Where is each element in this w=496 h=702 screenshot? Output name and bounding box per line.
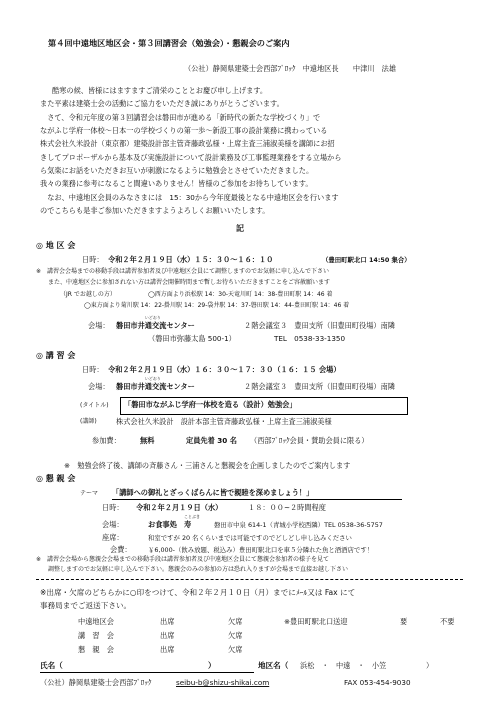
capacity: 定員先着 30 名 (186, 436, 237, 445)
koshukai-datetime-label: 日時： (82, 365, 104, 374)
train-east: ◯東方面より菊川駅 14：22-掛川駅 14：29-袋井駅 14：37-磐田駅 14：44-豊田町駅 14：46 着 (84, 302, 350, 309)
pickup-need-option[interactable]: 要 (400, 617, 408, 626)
fee-label: 参加費： (92, 436, 121, 445)
fee: 無料 (140, 436, 155, 445)
koshukai-venue-label: 会場： (88, 382, 110, 391)
absent-option[interactable]: 欠席 (228, 645, 243, 654)
body-line: 酷寒の候、皆様にはますますご清栄のこととお慶び申し上げます。 (52, 86, 268, 95)
konshinkai-venue: お食事処 ことぶき 寿 (148, 514, 200, 529)
chikukai-venue-room: ２階会議室３ 豊田支所（旧豊田町役場）南隣 (244, 321, 395, 330)
konshinkai-note: 調整しますのでお気軽に申し込んで下さい。懇親会のみの参加の方は恐れ入りますが会場まで直接お越し下さい (36, 566, 349, 573)
reply-row-label: 講 習 会 (78, 631, 114, 640)
konshinkai-heading: ◎ 懇 親 会 (36, 474, 76, 483)
lecture-title: 「磐田市ながふじ学府一体校を造る（設計）勉強会」 (124, 400, 297, 409)
body-line: ら気楽にお話をいただきお互いが刺激になるように勉強会とさせていただきました。 (40, 166, 314, 175)
district-options[interactable]: 浜松 ・ 中遠 ・ 小笠 (300, 661, 387, 670)
body-line: のでこちらも是非ご参加いただきますようよろしくお願いいたします。 (40, 206, 270, 215)
konshinkai-venue-label: 会場： (102, 520, 124, 529)
chikukai-address: （磐田市弥藤太島 500-1） (148, 334, 236, 343)
train-west: ◯西方面より浜松駅 14：30-天竜川町 14：38-豊田町駅 14：46 着 (148, 291, 333, 298)
koshukai-venue: 磐田市井 いどおり 通交流センター (116, 376, 195, 391)
pickup-noneed-option[interactable]: 不要 (440, 617, 455, 626)
ki-mark: 記 (236, 224, 244, 233)
page-title: 第４回中遠地区地区会・第３回講習会（勉強会）・懇親会のご案内 (48, 38, 290, 48)
sender-line: （公社）静岡県建築士会西部ﾌﾞﾛｯｸ 中遠地区長 中津川 法雄 (184, 64, 397, 73)
reply-row-label: 中遠地区会 (78, 617, 114, 626)
ruby-reading: ことぶき (183, 514, 200, 519)
chikukai-venue: 磐田市井 いどおり 通交流センター (116, 315, 195, 330)
office-email-link[interactable]: seibu-b@shizu-shikai.com (176, 678, 270, 687)
body-line: きしてプロポーザルから基本及び実施設計について設計業務及び工事監理業務をする立場から (40, 153, 342, 162)
chikukai-note: また、中遠地区会に参加されない方は講習会開催時間まで暫しお待ちいただきますことをご容赦願います (36, 279, 331, 286)
chikukai-meeting-note: （豊田町駅北口 14:50 集合） (322, 256, 411, 264)
seat: 和室ですが 20 名くらいまでは可能ですのでどしどし申し込みください (148, 534, 352, 542)
absent-option[interactable]: 欠席 (228, 617, 243, 626)
konshinkai-time: １８：００~２時間程度 (248, 503, 326, 512)
chikukai-datetime-label: 日時： (82, 255, 104, 264)
theme: 「講師への御礼とざっくばらんに皆で親睦を深めましょう！」 (112, 488, 314, 497)
koshukai-venue-room: ２階会議室３ 豊田支所（旧豊田町役場）南隣 (244, 382, 395, 391)
pickup-label: ※豊田町駅北口送迎 (284, 617, 348, 626)
seat-label: 座席： (102, 533, 124, 542)
attend-option[interactable]: 出席 (160, 631, 175, 640)
body-line: ながふじ学府一体校～日本一の学校づくりの第一歩～新設工事の設計業務に携わっている (40, 126, 328, 135)
ruby-reading: いどおり (144, 376, 161, 381)
reply-row-label: 懇 親 会 (78, 645, 114, 654)
konshinkai-fee-label: 会費： (110, 545, 132, 554)
body-line: なお、中遠地区会員のみなさまには 15：30から今年度最後となる中遠地区会を行います (40, 193, 339, 202)
absent-option[interactable]: 欠席 (228, 631, 243, 640)
konshinkai-datetime-label: 日時： (102, 503, 124, 512)
lecture-title-label: (タイトル) (80, 402, 109, 409)
reply-instruction: 事務局までご返送下さい。 (40, 601, 132, 610)
chikukai-heading: ◎ 地 区 会 (36, 241, 76, 250)
name-close: ） (208, 661, 216, 670)
name-label: 氏名（ (40, 661, 63, 670)
district-label: 地区名（ (258, 661, 289, 670)
cut-line (36, 579, 463, 580)
konshinkai-venue-address: 磐田市中泉 614-1（青城小学校西隣）TEL 0538-36-5757 (214, 521, 383, 529)
office-fax: FAX 053-454-9030 (344, 678, 411, 687)
after-note: ※ 勉強会終了後、講師の斉藤さん・三浦さんと懇親会を企画しましたのでご案内します (64, 461, 351, 470)
chikukai-note: ※ 講習会会場までの移動手段は講習参加者及び中遠地区会員にて調整しますのでお気軽に申し込んで下さい (36, 268, 330, 275)
capacity-note: （西部ﾌﾞﾛｯｸ会員・賛助会員に限る） (250, 436, 369, 445)
koshukai-heading: ◎ 講 習 会 (36, 351, 76, 360)
name-underline (40, 672, 254, 673)
chikukai-venue-label: 会場： (88, 321, 110, 330)
lecturer-label: (講師) (80, 418, 97, 425)
konshinkai-note: ※ 講習会会場から懇親会会場までの移動手段は講習参加者及び中遠地区会員にて懇親会参加者の様子を見て (36, 556, 330, 563)
train-label: （JR でお越しの方） (60, 291, 116, 298)
konshinkai-fee: ￥6,000-（飲み放題、税込み）豊田町駅北口を車５分隣れた魚と酒酒店です！ (148, 546, 374, 554)
district-close: ） (426, 661, 434, 670)
ruby-reading: いどおり (144, 315, 161, 320)
body-line: また平素は建築士会の活動にご協力をいただき誠にありがとうございます。 (40, 99, 284, 108)
theme-label: テーマ (80, 490, 99, 497)
konshinkai-datetime: 令和２年２月１９日（水） (136, 503, 223, 512)
body-line: 我々の業務に参考になること間違いありません！皆様のご参加をお待ちしています。 (40, 179, 313, 188)
theme-underline (112, 499, 402, 500)
chikukai-datetime: 令和２年２月１９日（水）１５：３０～１６：１０ (108, 255, 274, 264)
reply-instruction: ※出席・欠席のどちらかに○印をつけて、令和２年２月１０日（月）までにﾒｰﾙ又は Fax にて (40, 588, 356, 597)
office-name: （公社）静岡県建築士会西部ﾌﾞﾛｯｸ (40, 678, 152, 687)
attend-option[interactable]: 出席 (160, 645, 175, 654)
attend-option[interactable]: 出席 (160, 617, 175, 626)
body-line: さて、令和元年度の第３回講習会は磐田市が進める「新時代の新たな学校づくり」で (40, 113, 321, 122)
lecturer: 株式会社久米設計 設計本部主管斉藤政弘様・上席主査三浦淑美様 (116, 417, 332, 426)
koshukai-datetime: 令和２年２月１９日（水）１６：３０～１７：３０（１６：１５ 会場） (108, 365, 341, 374)
body-line: 株式会社久米設計（東京都）建築設計部主管斉藤政弘様・上席主査三浦淑美様を講師にお招 (40, 139, 335, 148)
chikukai-tel: TEL 0538-33-1350 (274, 334, 346, 343)
